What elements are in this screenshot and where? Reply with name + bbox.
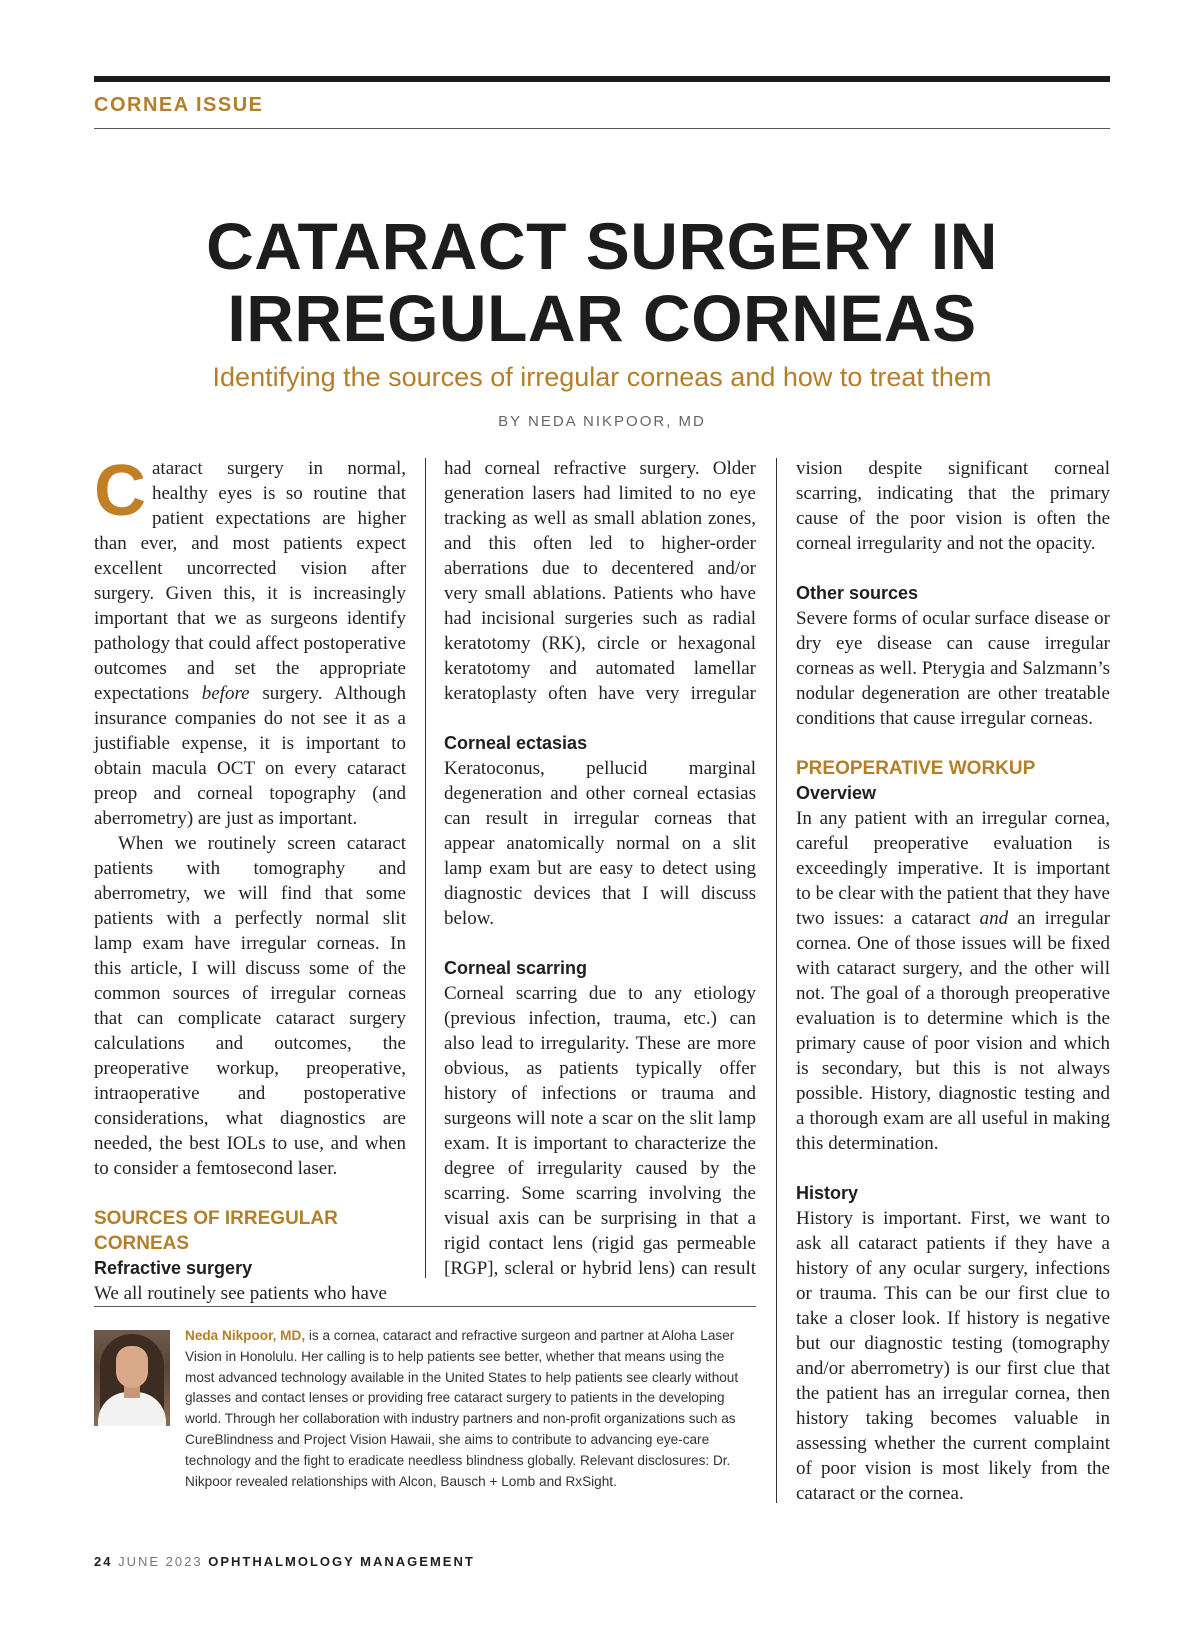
title-line-2: IRREGULAR CORNEAS	[227, 281, 977, 355]
page-number: 24	[94, 1554, 113, 1569]
bio-name: Neda Nikpoor, MD,	[185, 1328, 306, 1343]
title-line-1: CATARACT SURGERY IN	[206, 209, 998, 283]
byline: BY NEDA NIKPOOR, MD	[498, 413, 706, 430]
subheading-refractive: Refractive surgery	[94, 1258, 253, 1278]
issue-date: JUNE 2023	[118, 1554, 203, 1569]
page-footer	[94, 1554, 475, 1569]
subheading-ectasias: Corneal ectasias	[444, 733, 588, 753]
paragraph-refractive-cont	[444, 456, 756, 706]
intro-text: ataract surgery in normal, healthy eyes is so routine that patient expectations are higher than ever, and most patients expect excellent uncorrected vision after surgery. Given this, it is increasingly important that we as surgeons identify pathology that could affect postoperative outcomes and set the appropriate expectations	[94, 458, 406, 704]
intro-text-end: surgery. Although insurance companies do not see it as a justifiable expense, it is important to obtain macula OCT on every cataract preop and corneal topography (and aberrometry) are just as important.	[94, 683, 406, 829]
column-1	[94, 451, 406, 1306]
column-3	[796, 456, 1110, 1506]
scarring-continued: vision despite significant corneal scarring, indicating that the primary cause of the poor vision is often the corneal irregularity and not the opacity.	[796, 458, 1110, 554]
heading-sources: SOURCES OF IRREGULAR CORNEAS	[94, 1208, 338, 1254]
refractive-continued: had corneal refractive surgery. Older generation lasers had limited to no eye tracking as well as small ablation zones, and this often led to higher-order aberrations due to decentered and/or very small ablations. Patients who have had incisional surgeries such as radial keratotomy (RK), circle or hexagonal keratotomy and automated lamellar keratoplasty often have very irregular	[444, 458, 756, 704]
author-photo	[94, 1330, 170, 1426]
paragraph-refractive: We all routinely see patients who have	[94, 1283, 387, 1304]
author-bio	[185, 1326, 755, 1492]
paragraph-intro	[94, 451, 406, 831]
column-divider-2	[776, 458, 777, 1503]
column-2	[444, 456, 756, 1281]
subheading-scarring: Corneal scarring	[444, 958, 588, 978]
paragraph-scarring-cont	[796, 456, 1110, 556]
paragraph-scarring	[444, 981, 756, 1281]
section-rule	[94, 128, 1110, 129]
paragraph-ectasias: Keratoconus, pellucid marginal degeneration and other corneal ectasias can result in irregular corneas that appear anatomically normal on a slit lamp exam but are easy to detect using diagnostic devices that I will discuss below.	[444, 758, 756, 929]
top-rule	[94, 76, 1110, 82]
section-tag: CORNEA ISSUE	[94, 94, 264, 116]
article-subtitle: Identifying the sources of irregular corneas and how to treat them	[212, 362, 992, 392]
subheading-other: Other sources	[796, 583, 919, 603]
drop-cap: C	[94, 451, 146, 531]
article-title	[94, 210, 1110, 354]
overview-text-end: an irregular cornea. One of those issues will be fixed with cataract surgery, and the other will not. The goal of a thorough preoperative evaluation is to determine which is the primary cause of poor vision and which is secondary, but this is not always possible. History, diagnostic testing and a thorough exam are all useful in making this determination.	[796, 908, 1110, 1154]
paragraph-screening: When we routinely screen cataract patients with tomography and aberrometry, we will find that some patients with a perfectly normal slit lamp exam have irregular corneas. In this article, I will discuss some of the common sources of irregular corneas that can complicate cataract surgery calculations and outcomes, the preoperative workup, preoperative, intraoperative and postoperative considerations, what diagnostics are needed, the best IOLs to use, and when to consider a femtosecond laser.	[94, 833, 406, 1179]
paragraph-other: Severe forms of ocular surface disease or dry eye disease can cause irregular corneas as well. Pterygia and Salzmann’s nodular degeneration are other treatable conditions that cause irregular corneas.	[796, 608, 1110, 729]
intro-emphasis: before	[201, 683, 250, 704]
heading-workup: PREOPERATIVE WORKUP	[796, 758, 1036, 779]
scarring-text: Corneal scarring due to any etiology (previous infection, trauma, etc.) can also lead to irregularity. These are more obvious, as patients typically offer history of infections or trauma and surgeons will note a scar on the slit lamp exam. It is important to characterize the degree of irregularity caused by the scarring. Some scarring involving the visual axis can be surprising in that a rigid contact lens (rigid gas permeable [RGP], scleral or hybrid lens) can result	[444, 983, 756, 1279]
bio-rule	[94, 1306, 756, 1307]
magazine-name: OPHTHALMOLOGY MANAGEMENT	[208, 1554, 475, 1569]
subheading-overview: Overview	[796, 783, 877, 803]
overview-text: In any patient with an irregular cornea, careful preoperative evaluation is exceedingly imperative. It is important to be clear with the patient that they have two issues: a cataract	[796, 808, 1110, 929]
paragraph-overview	[796, 806, 1110, 1156]
bio-text: is a cornea, cataract and refractive surgeon and partner at Aloha Laser Vision in Honolulu. Her calling is to help patients see better, whether that means using the most advanced technology available in the United States to help patients see clearly without glasses and contact lenses or providing free cataract surgery to patients in the developing world. Through her collaboration with industry partners and non-profit organizations such as CureBlindness and Project Vision Hawaii, she aims to contribute to advancing eye-care technology and the fight to eradicate needless blindness globally. Relevant disclosures: Dr. Nikpoor revealed relationships with Alcon, Bausch + Lomb and RxSight.	[185, 1328, 739, 1489]
paragraph-history: History is important. First, we want to ask all cataract patients if they have a history of any ocular surgery, infections or trauma. This can be our first clue to take a closer look. If history is negative but our diagnostic testing (tomography and/or aberrometry) is our first clue that the patient has an irregular cornea, then history taking becomes valuable in assessing whether the current complaint of poor vision is most likely from the cataract or the cornea.	[796, 1208, 1110, 1504]
subheading-history: History	[796, 1183, 859, 1203]
column-divider-1	[425, 458, 426, 1278]
overview-emphasis: and	[979, 908, 1009, 929]
